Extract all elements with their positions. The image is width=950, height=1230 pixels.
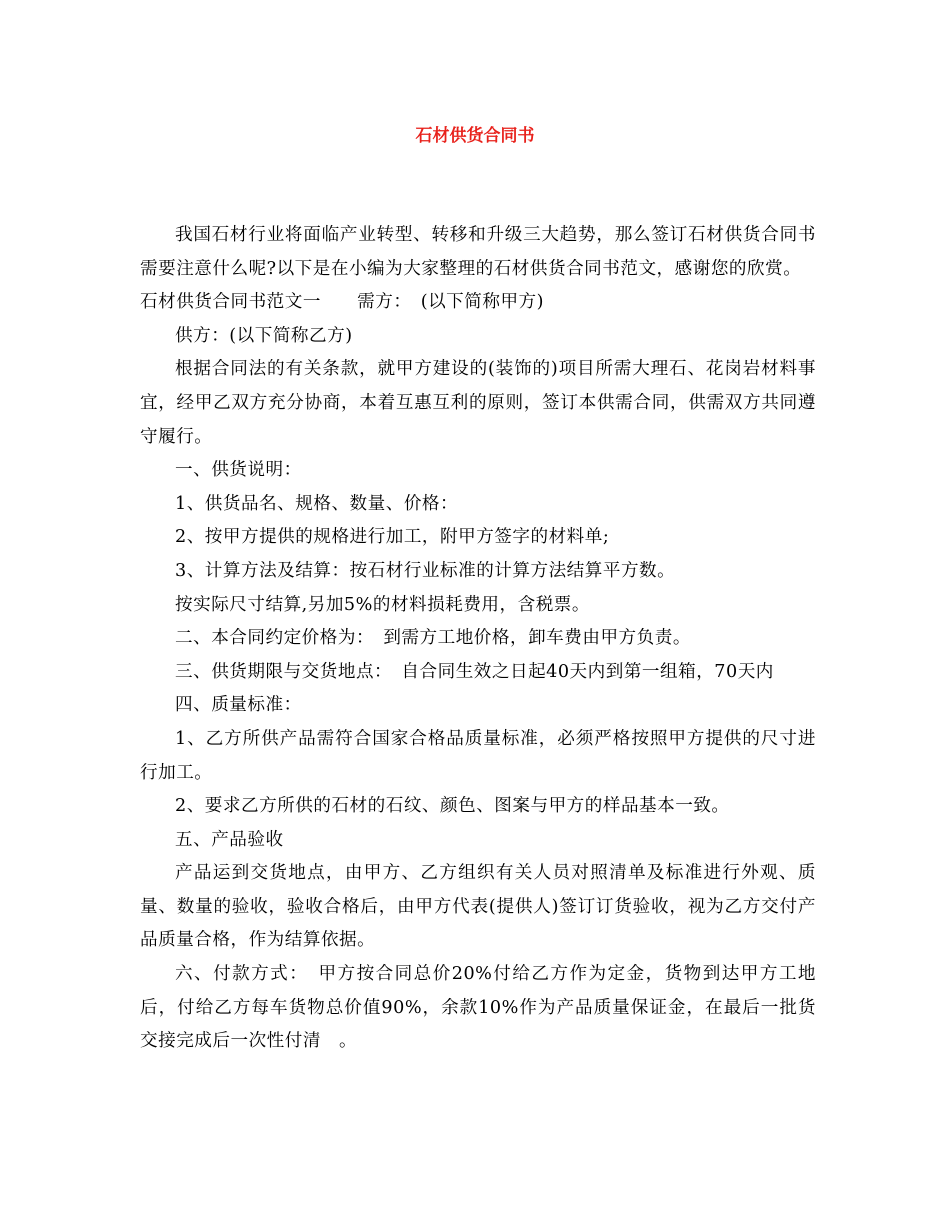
- section-heading-delivery: 三、供货期限与交货地点： 自合同生效之日起40天内到第一组箱，70天内: [175, 661, 774, 682]
- paragraph-item-1: 1、供货品名、规格、数量、价格：: [175, 493, 459, 514]
- paragraph-settlement: 按实际尺寸结算,另加5%的材料损耗费用，含税票。: [175, 594, 590, 615]
- paragraph-intro: 我国石材行业将面临产业转型、转移和升级三大趋势，那么签订石材供货合同书需要注意什么呢?以下是在小编为大家整理的石材供货合同书范文，感谢您的欣赏。: [140, 225, 816, 279]
- paragraph-quality-1: 1、乙方所供产品需符合国家合格品质量标准，必须严格按照甲方提供的尺寸进行加工。: [140, 728, 816, 783]
- section-heading-quality: 四、质量标准：: [175, 695, 302, 716]
- document-body: [140, 219, 816, 1059]
- paragraph-item-2: 2、按甲方提供的规格进行加工，附甲方签字的材料单;: [175, 527, 610, 548]
- paragraph-supplier: 供方：(以下简称乙方): [175, 325, 353, 346]
- paragraph-sample-heading: 石材供货合同书范文一 需方： (以下简称甲方): [140, 292, 544, 313]
- section-heading-payment: 六、付款方式： 甲方按合同总价20%付给乙方作为定金，货物到达甲方工地后，付给乙方每车货物总价值90%，余款10%作为产品质量保证金，在最后一批货交接完成后一次性付清 。: [140, 964, 816, 1052]
- section-heading-price: 二、本合同约定价格为： 到需方工地价格，卸车费由甲方负责。: [175, 628, 691, 649]
- section-heading-acceptance: 五、产品验收: [175, 829, 284, 850]
- document-title: 石材供货合同书: [415, 126, 535, 146]
- section-heading-supply: 一、供货说明：: [175, 460, 302, 481]
- paragraph-preamble: 根据合同法的有关条款，就甲方建设的(装饰的)项目所需大理石、花岗岩材料事宜，经甲乙双方充分协商，本着互惠互利的原则，签订本供需合同，供需双方共同遵守履行。: [140, 359, 816, 447]
- paragraph-acceptance: 产品运到交货地点，由甲方、乙方组织有关人员对照清单及标准进行外观、质量、数量的验收，验收合格后，由甲方代表(提供人)签订订货验收，视为乙方交付产品质量合格，作为结算依据。: [140, 863, 816, 951]
- paragraph-item-3: 3、计算方法及结算：按石材行业标准的计算方法结算平方数。: [175, 560, 676, 581]
- paragraph-quality-2: 2、要求乙方所供的石材的石纹、颜色、图案与甲方的样品基本一致。: [175, 796, 730, 817]
